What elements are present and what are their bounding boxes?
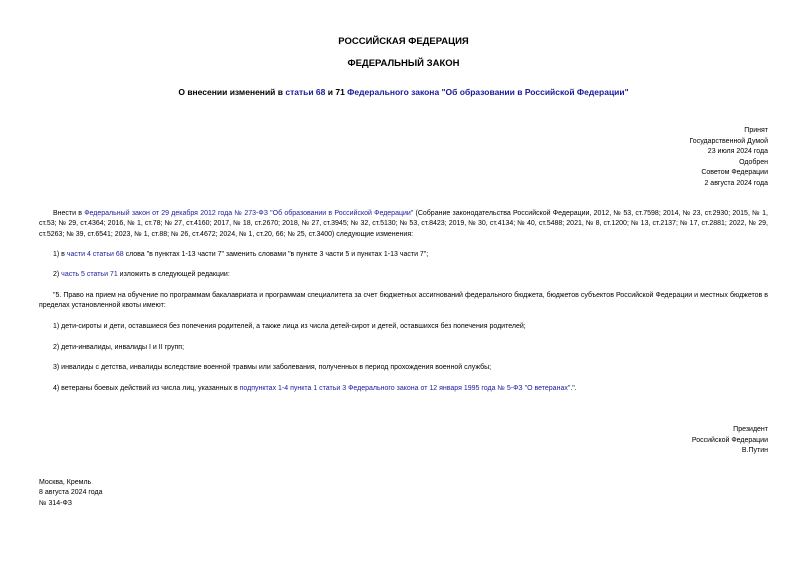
paragraph-new-text: "5. Право на прием на обучение по программам бакалавриата и программам специалитета за счет бюджетных ассигнований федерального бюджета, бюджетов субъектов Российской Федерации и местных бюджетов в пределах установленной квоты имеют: — [39, 292, 768, 310]
law-title — [0, 87, 807, 97]
adoption-line: Государственной Думой — [689, 137, 768, 145]
law-title-link-federal-law[interactable]: Федерального закона "Об образовании в Российской Федерации" — [347, 87, 629, 97]
approval-line: Советом Федерации — [701, 169, 768, 177]
link-article-71[interactable]: часть 5 статьи 71 — [61, 271, 118, 278]
signature-title: Президент — [733, 426, 768, 433]
adoption-line: Принят — [744, 127, 768, 134]
law-title-text-mid: и 71 — [325, 87, 348, 97]
paragraph-text: .". — [570, 385, 577, 392]
place-date-block — [39, 478, 103, 509]
adoption-date: 23 июля 2024 года — [707, 148, 768, 156]
adoption-block — [689, 126, 768, 190]
signature-name: В.Путин — [741, 447, 768, 455]
paragraph-item-1 — [39, 250, 768, 260]
paragraph-text: 4) ветераны боевых действий из числа лиц, указанных в — [53, 385, 240, 392]
paragraph-intro — [39, 209, 768, 240]
law-title-text: О внесении изменений в — [178, 87, 286, 97]
paragraph-quota-1: 1) дети-сироты и дети, оставшиеся без попечения родителей, а также лица из числа детей-сирот и детей, оставшихся без попечения родителей; — [53, 323, 526, 330]
signing-date: 8 августа 2024 года — [39, 489, 103, 497]
paragraph-quota-2: 2) дети-инвалиды, инвалиды I и II групп; — [53, 344, 185, 351]
paragraph-quota-4 — [39, 384, 768, 394]
place: Москва, Кремль — [39, 479, 92, 486]
signature-block — [692, 425, 768, 457]
link-federal-law-273[interactable]: Федеральный закон от 29 декабря 2012 года № 273-ФЗ "Об образовании в Российской Федерации" — [84, 210, 414, 217]
signature-title: Российской Федерации — [691, 436, 768, 444]
country-heading: РОССИЙСКАЯ ФЕДЕРАЦИЯ — [338, 36, 469, 47]
paragraph-text: слова "в пунктах 1-13 части 7" заменить словами "в пункте 3 части 5 и пунктах 1-13 части 7"; — [123, 251, 429, 258]
approval-date: 2 августа 2024 года — [704, 179, 768, 187]
paragraph-item-2 — [39, 270, 768, 280]
paragraph-text: (Собрание законодательства Российской Федерации, 2012, № 53, ст.7598; 2014, № 23, ст.2930; 2015, № 1, ст.53; № 29, ст.4364; 2016, № 1, ст.78; № 27, ст.4160; 2017, № 18, ст.2670; 2018, № 27, ст.3945; № 32, ст.5130; № 53, ст.8423; 2019, № 30, ст.4134; № 40, ст.5488; 2021, № 8, ст.1200; № 13, ст.2137; № 17, ст.2881; 2022, № 29, ст.5263; № 39, ст.6541; 2023, № 1, ст.88; № 26, ст.4672; 2024, № 1, ст.20, 66; № 25, ст.3400) следующие изменения: — [39, 210, 768, 238]
link-article-68[interactable]: части 4 статьи 68 — [66, 251, 124, 258]
paragraph-text: изложить в следующей редакции: — [117, 271, 230, 278]
paragraph-quota-3: 3) инвалиды с детства, инвалиды вследствие военной травмы или заболевания, полученных в период прохождения военной службы; — [53, 364, 492, 371]
paragraph-text: 2) — [53, 271, 62, 278]
law-title-link-article[interactable]: статьи 68 — [285, 87, 326, 97]
paragraph-text: 1) в — [53, 251, 67, 258]
link-veterans-law[interactable]: подпунктах 1-4 пункта 1 статьи 3 Федерального закона от 12 января 1995 года № 5-ФЗ "О ветеранах" — [239, 385, 571, 392]
law-number: № 314-ФЗ — [39, 499, 73, 507]
approval-line: Одобрен — [739, 158, 768, 166]
doc-type-heading: ФЕДЕРАЛЬНЫЙ ЗАКОН — [347, 58, 460, 69]
paragraph-text: Внести в — [53, 210, 85, 217]
